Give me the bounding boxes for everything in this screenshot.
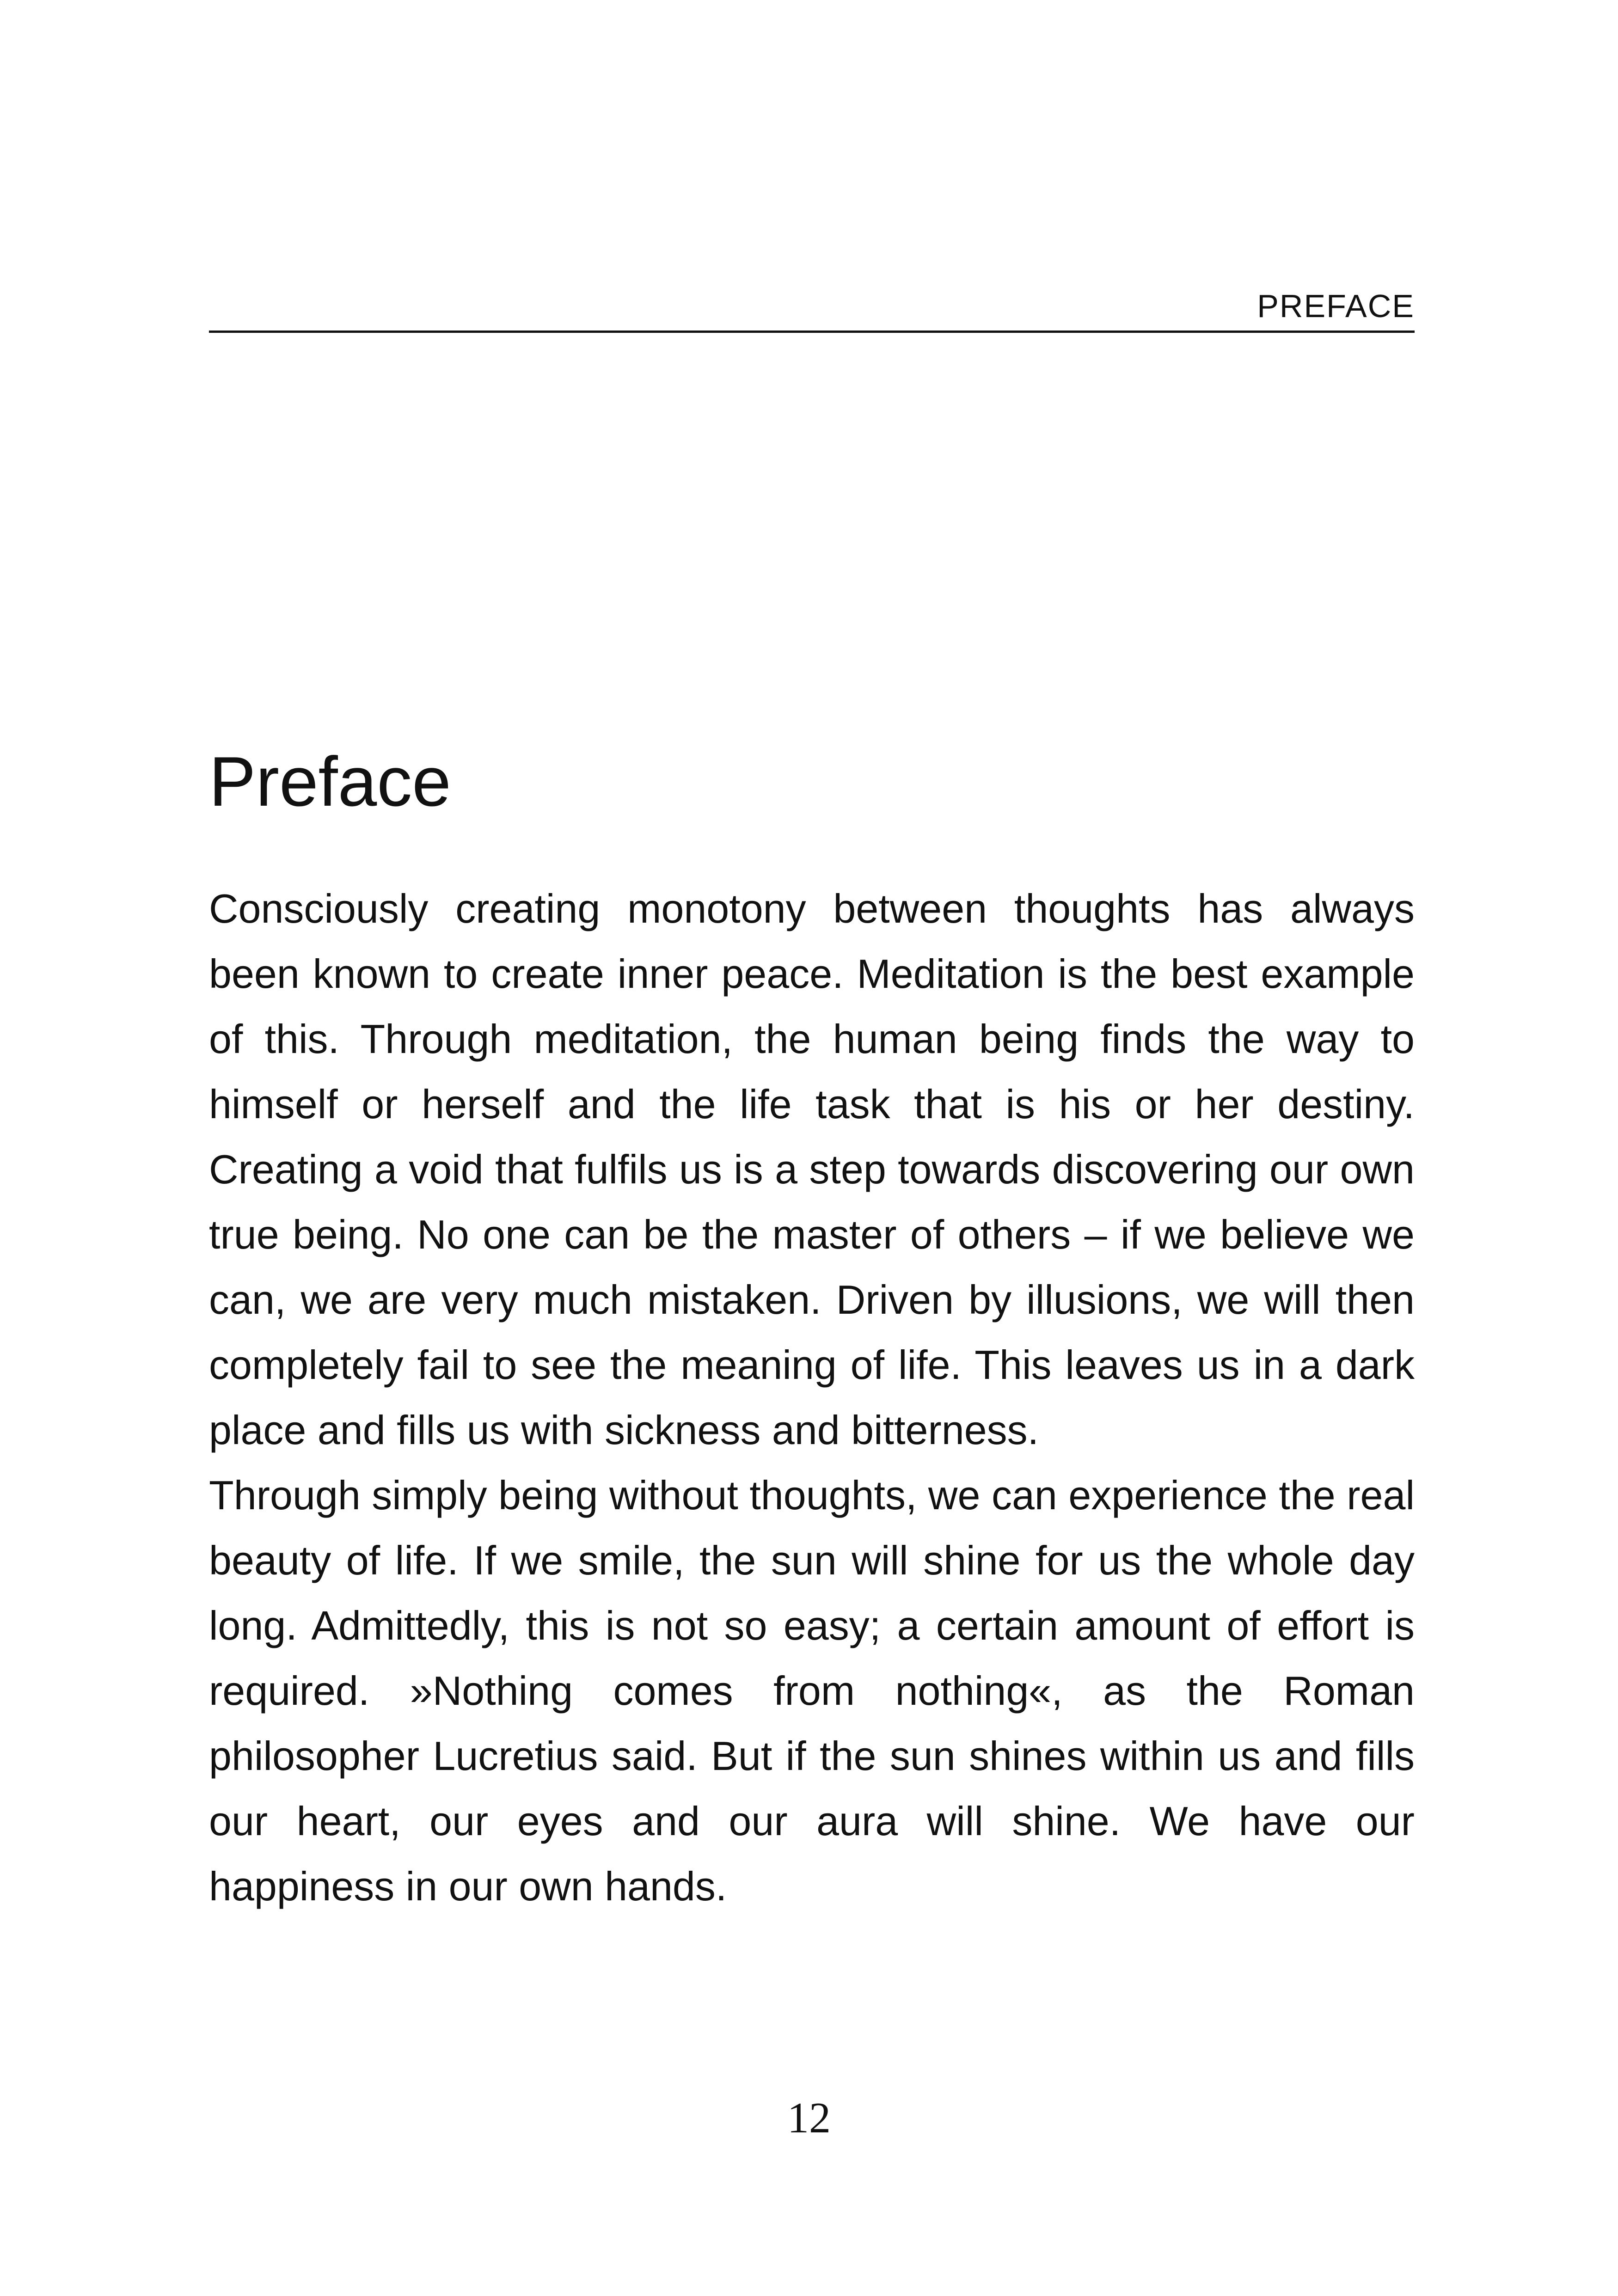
running-header (209, 282, 1415, 333)
page-number: 12 (787, 2094, 831, 2142)
paragraph-1: Consciously creating monotony between thoughts has always been known to create inner peace. Meditation is the best example of this. Through meditation, the human being finds the way to himself or herself and the life task that is his or her destiny. Creating a void that fulfils us is a step towards discovering our own true being. No one can be the master of others – if we believe we can, we are very much mistaken. Driven by illusions, we will then completely fail to see the meaning of life. This leaves us in a dark place and fills us with sickness and bitterness. (209, 886, 1415, 1453)
body-text (209, 876, 1415, 1919)
running-header-text: PREFACE (1257, 288, 1415, 324)
chapter-title: Preface (209, 742, 451, 821)
paragraph-2: Through simply being without thoughts, we can experience the real beauty of life. If we smile, the sun will shine for us the whole day long. Admittedly, this is not so easy; a certain amount of effort is required. »Nothing comes from nothing«, as the Roman philosopher Lucretius said. But if the sun shines within us and fills our heart, our eyes and our aura will shine. We have our happiness in our own hands. (209, 1472, 1415, 1909)
